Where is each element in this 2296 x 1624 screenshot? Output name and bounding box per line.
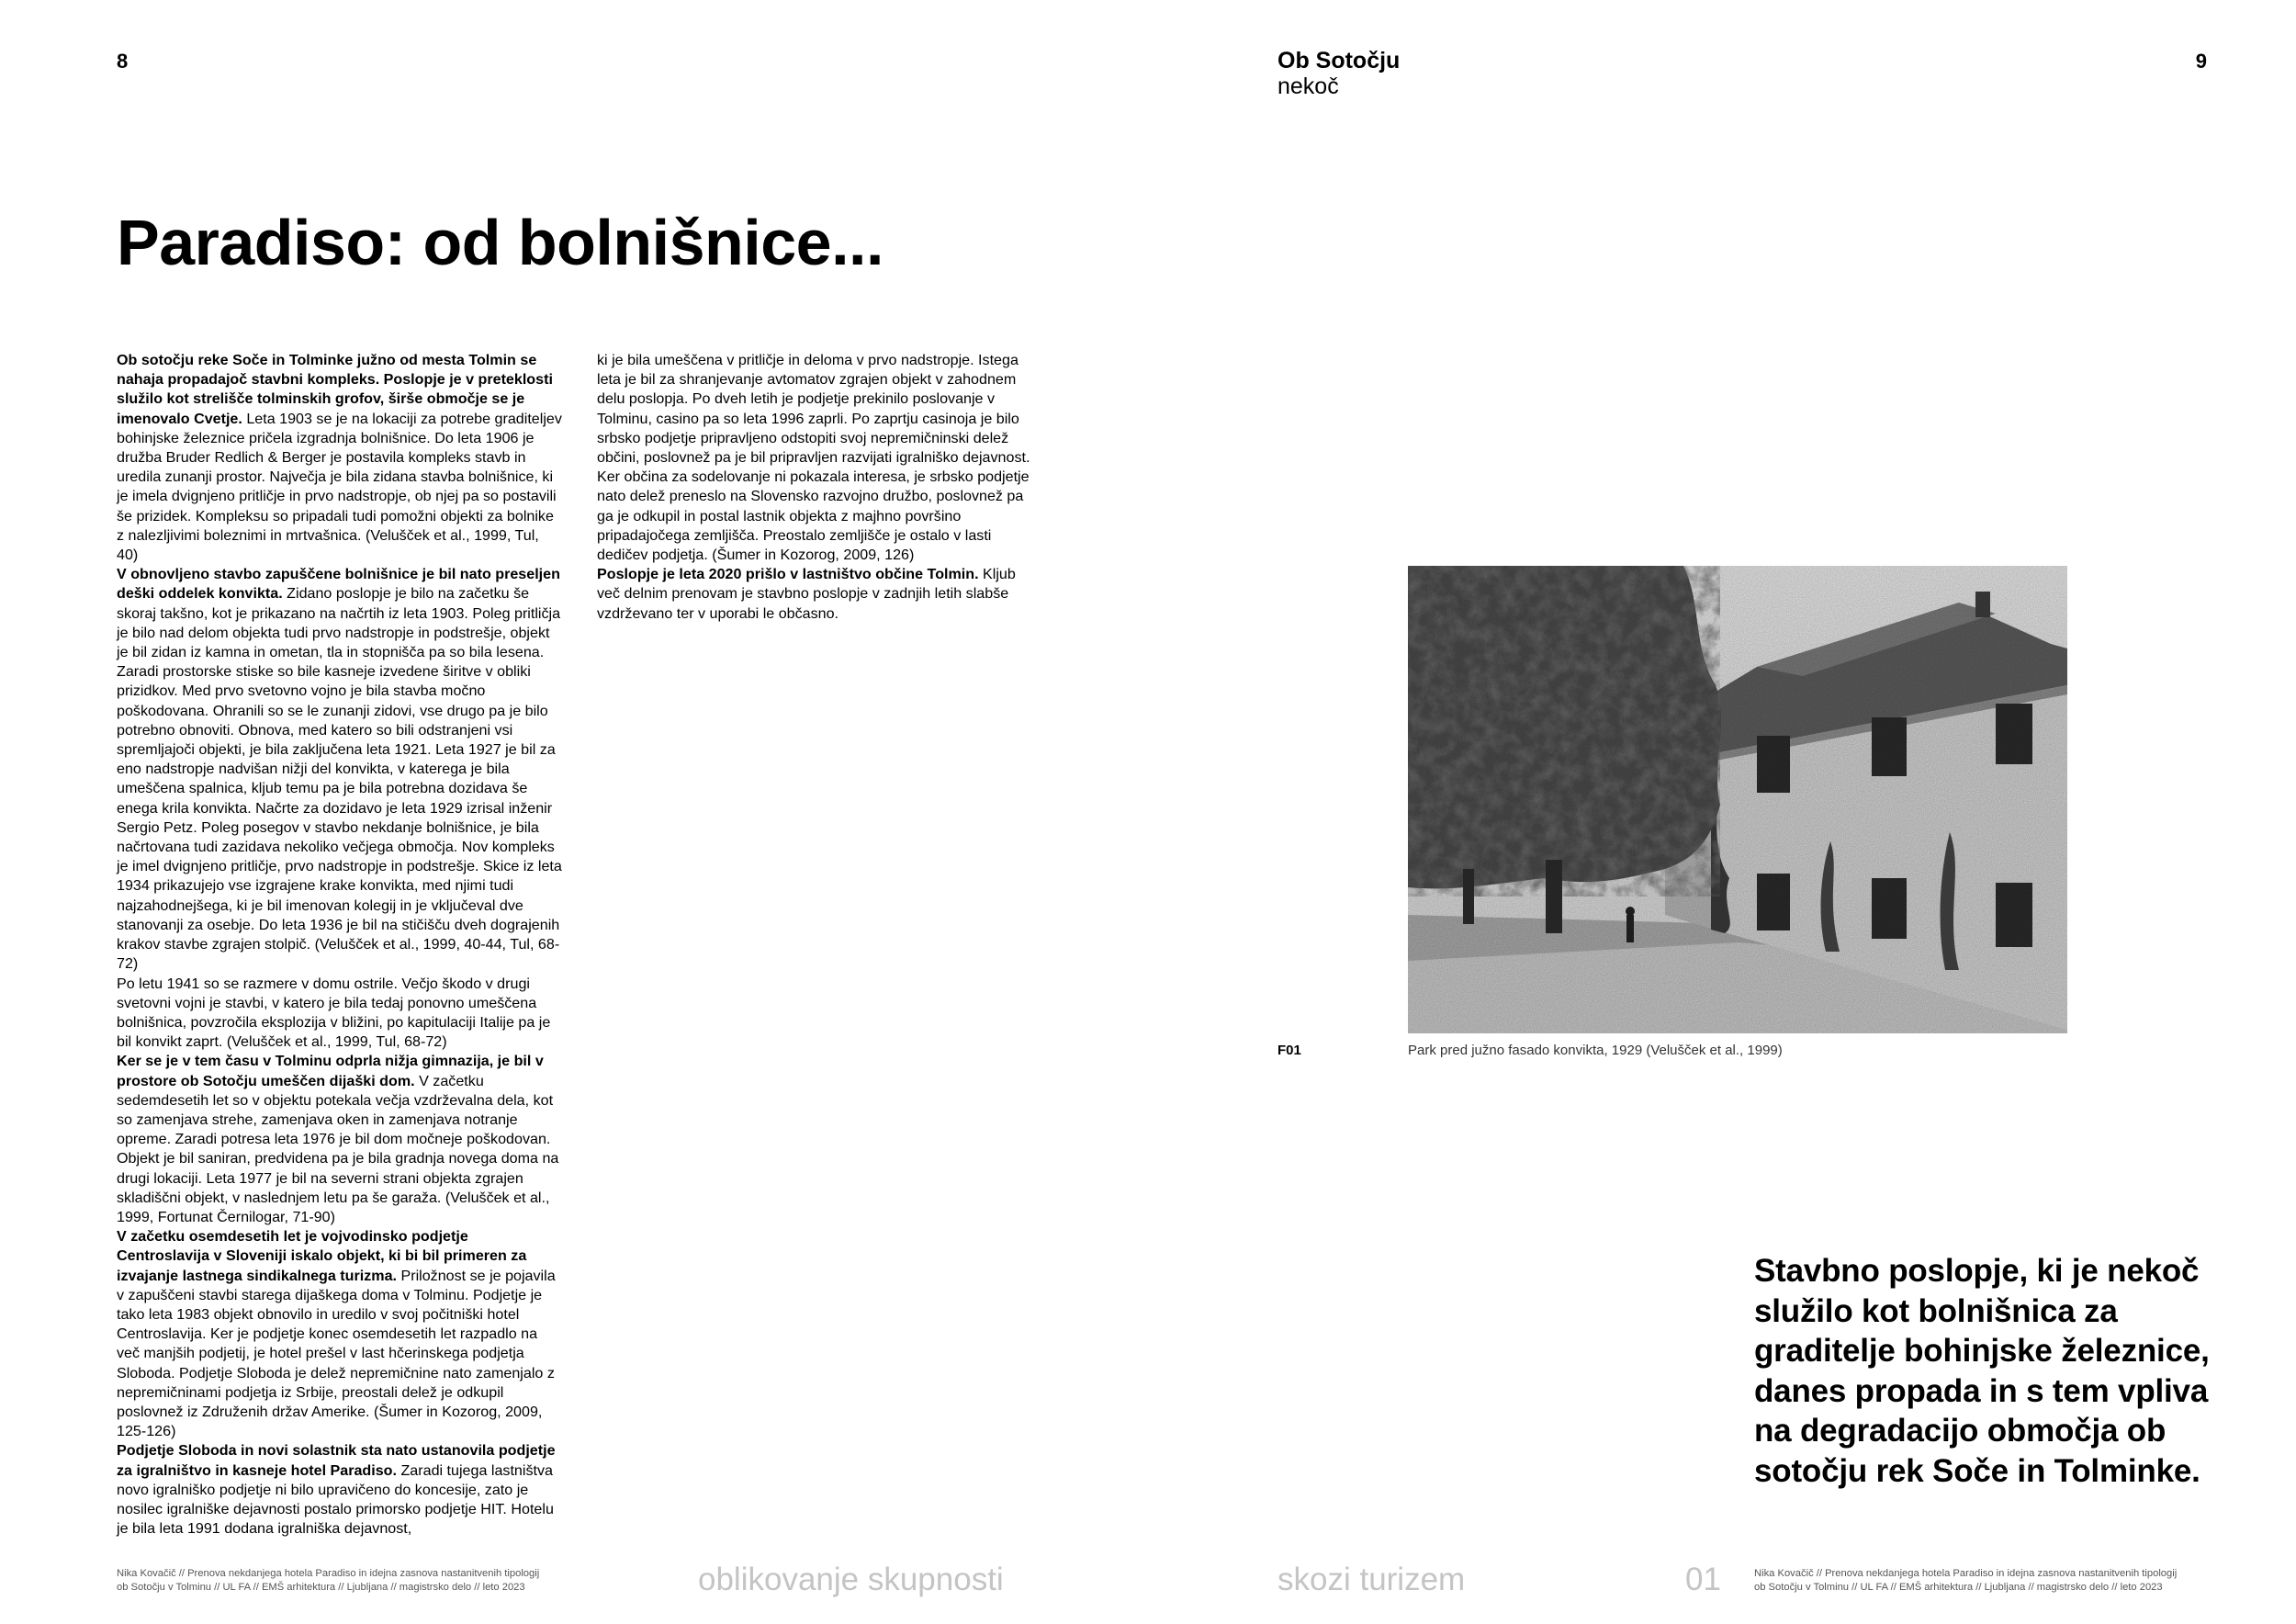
figure-label: F01 <box>1277 1043 1301 1058</box>
paragraph-lead: Ker se je v tem času v Tolminu odprla nižja gimnazija, je bil v prostore ob Sotočju umeščen dijaški dom. <box>117 1053 544 1089</box>
paragraph-lead: V obnovljeno stavbo zapuščene bolnišnice je bil nato preseljen deški oddelek konvikta. <box>117 566 560 603</box>
paragraph-text: Kljub več delnim prenovam je stavbno poslopje v zadnjih letih slabše vzdrževano ter v uporabi le občasno. <box>597 566 1016 622</box>
text-column-middle <box>597 351 1042 624</box>
paragraph-text: Zidano poslopje je bilo na začetku še skoraj takšno, kot je prikazano na načrtih iz leta 1903. Poleg pritličja je bilo nad delom objekta tudi prvo nadstropje in podstrešje, objekt je bil zidan iz kamna in ometan, tla in stopnišča pa so bila lesena. Zaradi prostorske stiske so bile kasneje izvedene širitve v obliki prizidkov. Med prvo svetovno vojno je bila stavba močno poškodovana. Ohranili so se le zunanji zidovi, vse drugo pa je bilo potrebno obnoviti. Obnova, med katero so bili odstranjeni vsi spremljajoči objekti, je bila zaključena leta 1921. Leta 1927 je bil za eno nadstropje nadvišan nižji del konvikta, v katerega je bila umeščena spalnica, kljub temu pa je bila potrebna dozidava še enega krila konvikta. Načrte za dozidavo je leta 1929 izrisal inženir Sergio Petz. Poleg posegov v stavbo nekdanje bolnišnice, je bila načrtovana tudi zazidava nekoliko večjega območja. Nov kompleks je imel dvignjeno pritličje, prvo nadstropje in podstrešje. Skice iz leta 1934 prikazujejo vse izgrajene krake konvikta, med njimi tudi najzahodnejšega, ki je bil imenovan kolegij in je vključeval dve stanovanji za osebje. Do leta 1936 je bil na stičišču dveh dograjenih krakov stavbe zgrajen stolpič. (Velušček et al., 1999, 40-44, Tul, 68-72) <box>117 585 562 973</box>
running-title: Ob Sotočju <box>1277 48 1401 73</box>
paragraph-text: Po letu 1941 so se razmere v domu ostrile. Večjo škodo v drugi svetovni vojni je stavbi, v katero je bila tedaj ponovno umeščena bolnišnica, povzročila eksplozija v bližini, po kapitulaciji Italije pa je bil konvikt zaprt. (Velušček et al., 1999, Tul, 68-72) <box>117 975 551 1051</box>
body-paragraph <box>117 1052 562 1227</box>
body-paragraph <box>117 1441 562 1539</box>
historic-photo <box>1408 566 2067 1033</box>
footer-credit-right <box>1754 1567 2268 1595</box>
pull-quote: Stavbno poslopje, ki je nekoč služilo kot bolnišnica za graditelje bohinjske železnice, danes propada in s tem vpliva na degradacijo območja ob sotočju rek Soče in Tolminke. <box>1754 1253 2210 1489</box>
text-column-left <box>117 351 562 1539</box>
page-number-left: 8 <box>117 50 129 73</box>
paragraph-lead: V začetku osemdesetih let je vojvodinsko podjetje Centroslavija v Sloveniji iskalo objekt, ki bi bil primeren za izvajanje lastnega sindikalnega turizma. <box>117 1228 527 1284</box>
paragraph-text: ki je bila umeščena v pritličje in deloma v prvo nadstropje. Istega leta je bil za shranjevanje avtomatov zgrajen objekt v zahodnem delu poslopja. Po dveh letih je podjetje prekinilo poslovanje v Tolminu, casino pa so leta 1996 zaprli. Po zaprtju casinoja je bilo srbsko podjetje pripravljeno odstopiti svoj nepremičninski delež občini, poslovnež pa je bil pripravljen razvijati igralniško dejavnost. Ker občina za sodelovanje ni pokazala interesa, je srbsko podjetje nato delež preneslo na Slovensko razvojno družbo, poslovnež pa ga je odkupil in postal lastnik objekta z majhno površino pripadajočega zemljišča. Preostalo zemljišče je ostalo v lasti dedičev podjetja. (Šumer in Kozorog, 2009, 126) <box>597 352 1030 564</box>
footer-credit-left <box>117 1567 631 1595</box>
paragraph-text: Leta 1903 se je na lokaciji za potrebe graditeljev bohinjske železnice pričela izgradnja bolnišnice. Do leta 1906 je družba Bruder Redlich & Berger je postavila kompleks stavb in uredila zunanji prostor. Največja je bila zidana stavba bolnišnice, ki je imela dvignjeno pritličje in prvo nadstropje, ob njej pa so postavili še prizidek. Kompleksu so pripadali tudi pomožni objekti za bolnike z nalezljivimi boleznimi in mrtvašnica. (Velušček et al., 1999, Tul, 40) <box>117 410 562 564</box>
credit-line: ob Sotočju v Tolminu // UL FA // EMŠ arhitektura // Ljubljana // magistrsko delo // leto 2023 <box>1754 1582 2163 1593</box>
credit-line: ob Sotočju v Tolminu // UL FA // EMŠ arhitektura // Ljubljana // magistrsko delo // leto 2023 <box>117 1582 525 1593</box>
paragraph-text: V začetku sedemdesetih let so v objektu potekala večja vzdrževalna dela, kot so zamenjava strehe, zamenjava oken in zamenjava notranje opreme. Zaradi potresa leta 1976 je bil dom močneje poškodovan. Objekt je bil saniran, predvidena pa je bila gradnja novega doma na drugi lokaciji. Leta 1977 je bil na severni strani objekta zgrajen skladiščni objekt, v naslednjem letu pa še garaža. (Velušček et al., 1999, Fortunat Černilogar, 71-90) <box>117 1072 559 1225</box>
body-paragraph <box>597 565 1042 624</box>
paragraph-lead: Ob sotočju reke Soče in Tolminke južno od mesta Tolmin se nahaja propadajoč stavbni kompleks. Poslopje je v preteklosti služilo kot strelišče tolminskih grofov, širše območje se je imenovalo Cvetje. <box>117 352 553 427</box>
paragraph-lead: Poslopje je leta 2020 prišlo v lastništvo občine Tolmin. <box>597 566 979 583</box>
page-title: Paradiso: od bolnišnice... <box>117 207 884 278</box>
running-header <box>1277 48 1400 99</box>
convict-building-photo-icon <box>1408 566 2067 1033</box>
body-paragraph <box>117 975 562 1053</box>
figure-caption: Park pred južno fasado konvikta, 1929 (Velušček et al., 1999) <box>1408 1043 1783 1058</box>
paragraph-lead: Podjetje Sloboda in novi solastnik sta nato ustanovila podjetje za igralništvo in kasneje hotel Paradiso. <box>117 1442 556 1479</box>
body-paragraph <box>117 351 562 565</box>
footer-motto-right: skozi turizem <box>1277 1562 1466 1597</box>
body-paragraph <box>117 565 562 974</box>
footer-motto-left: oblikovanje skupnosti <box>698 1562 1004 1597</box>
credit-line: Nika Kovačič // Prenova nekdanjega hotela Paradiso in idejna zasnova nastanitvenih tipologij <box>117 1568 540 1579</box>
body-paragraph <box>117 1227 562 1441</box>
running-subtitle: nekoč <box>1277 73 1339 99</box>
page-number-right: 9 <box>2195 50 2207 73</box>
paragraph-text: Zaradi tujega lastništva novo igralniško podjetje ni bilo upravičeno do koncesije, zato je nosilec igralniške dejavnosti postalo primorsko podjetje HIT. Hotelu je bila leta 1991 dodana igralniška dejavnost, <box>117 1461 554 1538</box>
body-paragraph <box>597 351 1042 565</box>
footer-number: 01 <box>1685 1562 1721 1597</box>
credit-line: Nika Kovačič // Prenova nekdanjega hotela Paradiso in idejna zasnova nastanitvenih tipologij <box>1754 1568 2178 1579</box>
paragraph-text: Priložnost se je pojavila v zapuščeni stavbi starega dijaškega doma v Tolminu. Podjetje je tako leta 1983 objekt obnovilo in uredilo v svoj počitniški hotel Centroslavija. Ker je podjetje konec osemdesetih let razpadlo na več manjših podjetij, je hotel prešel v last hčerinskega podjetja Sloboda. Podjetje Sloboda je delež nepremičnine nato zamenjalo z nepremičninami podjetja iz Srbije, preostali delež je odkupil poslovnež iz Združenih držav Amerike. (Šumer in Kozorog, 2009, 125-126) <box>117 1267 556 1440</box>
